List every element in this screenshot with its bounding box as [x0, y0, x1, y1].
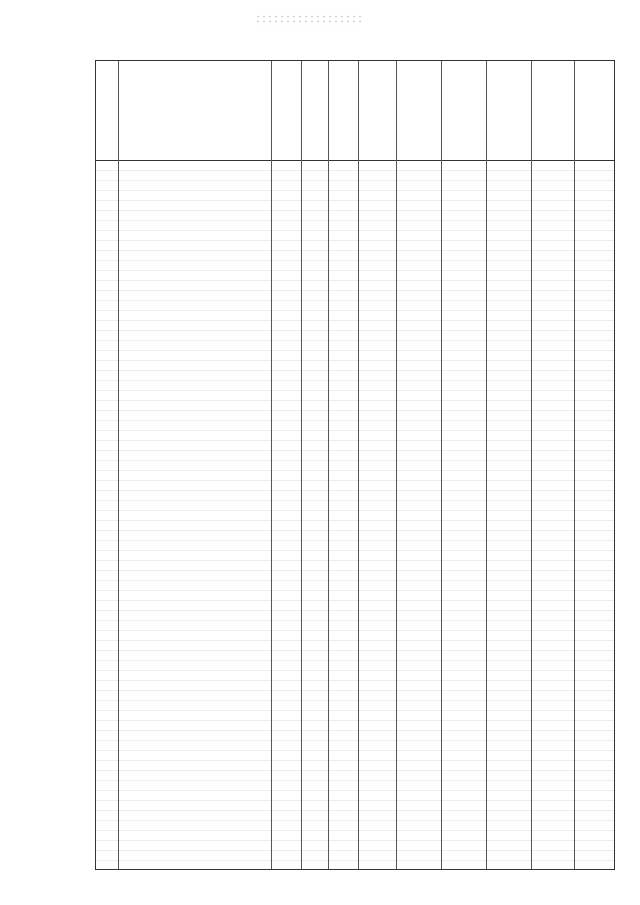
scan-noise	[255, 14, 365, 26]
table-header	[96, 61, 614, 161]
table-grid	[96, 61, 614, 869]
data-table	[95, 60, 615, 870]
